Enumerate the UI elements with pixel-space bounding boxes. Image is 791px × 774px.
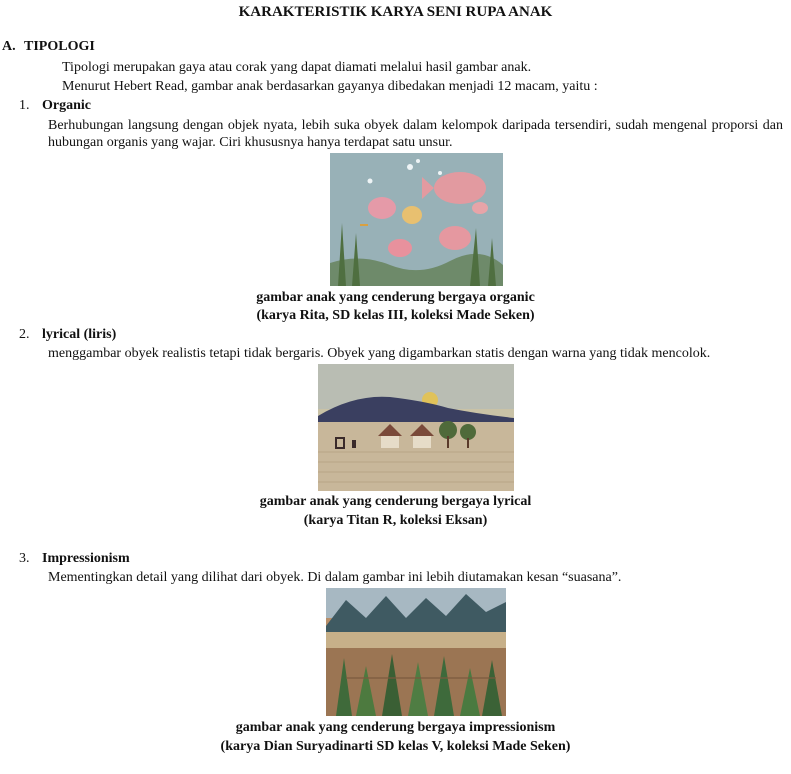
intro-paragraph-1: Tipologi merupakan gaya atau corak yang dapat diamati melalui hasil gambar anak. bbox=[62, 60, 532, 75]
item-heading-lyrical: lyrical (liris) bbox=[42, 327, 117, 342]
item-number: 3. bbox=[19, 551, 30, 566]
credit-organic: (karya Rita, SD kelas III, koleksi Made Seken) bbox=[256, 308, 535, 323]
caption-impressionism: gambar anak yang cenderung bergaya impressionism bbox=[235, 720, 556, 735]
item-heading-organic: Organic bbox=[42, 98, 91, 113]
section-heading: TIPOLOGI bbox=[24, 39, 95, 54]
credit-lyrical: (karya Titan R, koleksi Eksan) bbox=[303, 513, 488, 528]
item-number: 1. bbox=[19, 98, 30, 113]
caption-lyrical: gambar anak yang cenderung bergaya lyrical bbox=[259, 494, 532, 509]
caption-organic: gambar anak yang cenderung bergaya organic bbox=[256, 290, 535, 305]
item-description-organic: Berhubungan langsung dengan objek nyata, lebih suka obyek dalam kelompok daripada tersendiri, sudah mengenal proporsi dan hubungan organis yang wajar. Ciri khususnya hanya terdapat satu unsur. bbox=[48, 118, 783, 150]
credit-impressionism: (karya Dian Suryadinarti SD kelas V, koleksi Made Seken) bbox=[220, 739, 571, 754]
document-title: KARAKTERISTIK KARYA SENI RUPA ANAK bbox=[238, 4, 553, 20]
lyrical-drawing-image bbox=[318, 364, 514, 491]
item-description-impressionism: Mementingkan detail yang dilihat dari obyek. Di dalam gambar ini lebih diutamakan kesan “suasana”. bbox=[48, 570, 622, 585]
organic-drawing-image bbox=[330, 153, 503, 286]
impressionism-drawing-image bbox=[326, 588, 506, 716]
section-label: A. bbox=[2, 39, 16, 54]
intro-paragraph-2: Menurut Hebert Read, gambar anak berdasarkan gayanya dibedakan menjadi 12 macam, yaitu : bbox=[62, 79, 598, 94]
item-description-lyrical: menggambar obyek realistis tetapi tidak bergaris. Obyek yang digambarkan statis dengan warna yang tidak mencolok. bbox=[48, 346, 711, 361]
item-heading-impressionism: Impressionism bbox=[42, 551, 130, 566]
item-number: 2. bbox=[19, 327, 30, 342]
